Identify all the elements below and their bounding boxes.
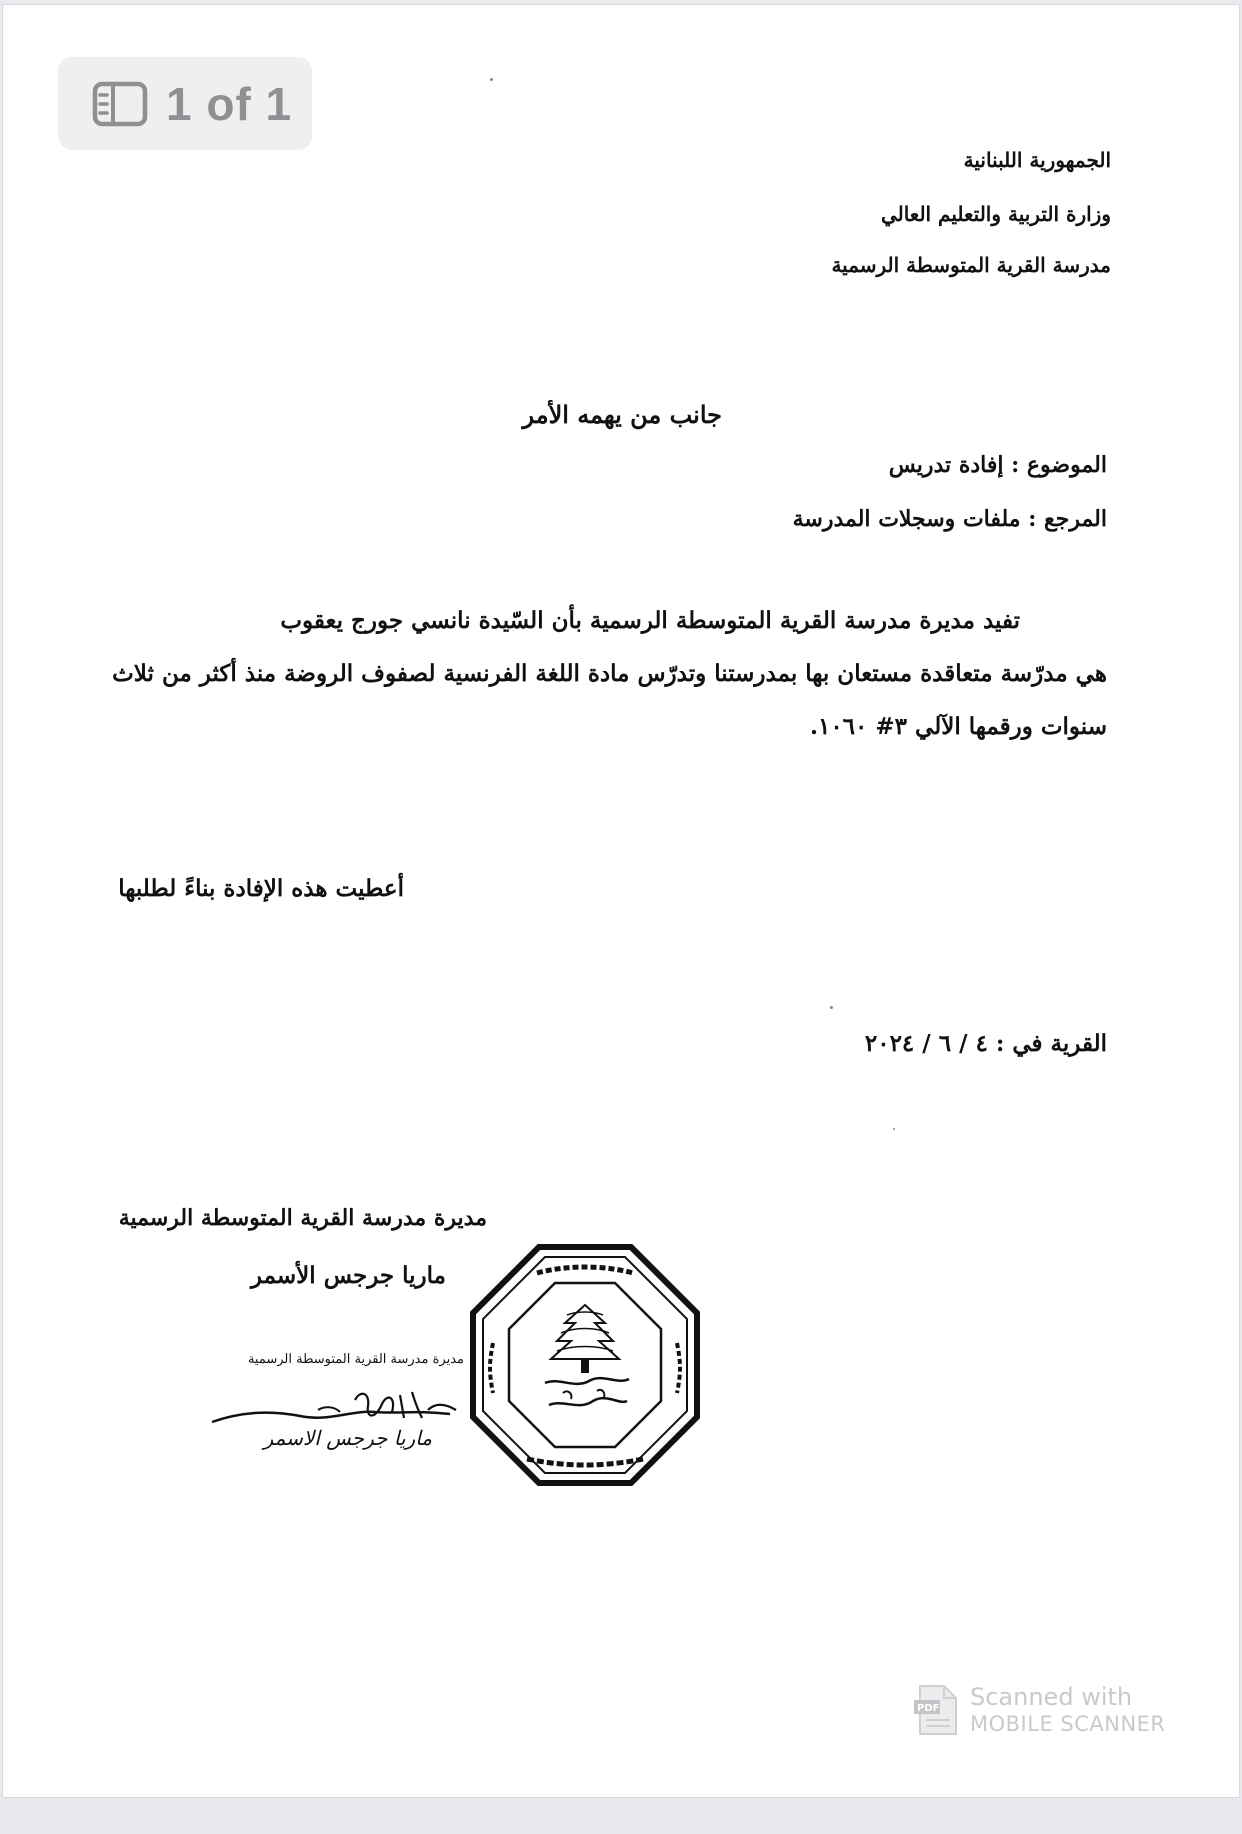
signature-stamp-title: مديرة مدرسة القرية المتوسطة الرسمية bbox=[247, 1352, 464, 1367]
watermark-line-2: MOBILE SCANNER bbox=[970, 1711, 1166, 1736]
body-line-2: هي مدرّسة متعاقدة مستعان بها بمدرستنا وتدرّس مادة اللغة الفرنسية لصفوف الروضة منذ أكثر من ثلاث bbox=[112, 660, 1107, 687]
watermark-line-1: Scanned with bbox=[970, 1683, 1133, 1711]
body-line-1: تفيد مديرة مدرسة القرية المتوسطة الرسمية بأن السّيدة نانسي جورج يعقوب bbox=[280, 607, 1020, 634]
subject-line: الموضوع : إفادة تدريس bbox=[888, 452, 1107, 478]
official-seal bbox=[467, 1243, 703, 1487]
scanner-watermark bbox=[912, 1678, 1182, 1742]
reference-line: المرجع : ملفات وسجلات المدرسة bbox=[792, 506, 1107, 532]
page-count-label: 1 of 1 bbox=[166, 77, 293, 130]
signature-stamp-name: ماريا جرجس الاسمر bbox=[263, 1426, 432, 1450]
letterhead-ministry: وزارة التربية والتعليم العالي bbox=[880, 202, 1111, 226]
cedar-tree-icon bbox=[551, 1305, 619, 1373]
date-line: القرية في : ٤ / ٦ / ٢٠٢٤ bbox=[864, 1030, 1107, 1057]
pdf-file-icon bbox=[912, 1682, 960, 1738]
closing-statement: أعطيت هذه الإفادة بناءً لطلبها bbox=[118, 875, 404, 902]
recipient-heading: جانب من يهمه الأمر bbox=[522, 400, 722, 429]
svg-text:PDF: PDF bbox=[917, 1703, 940, 1714]
page-indicator[interactable] bbox=[58, 57, 312, 150]
signatory-name: ماريا جرجس الأسمر bbox=[250, 1262, 446, 1289]
sidebar-panel-icon bbox=[92, 81, 148, 127]
body-line-3: سنوات ورقمها الآلي ٣# ١٠٦٠. bbox=[809, 713, 1107, 740]
letterhead-school: مدرسة القرية المتوسطة الرسمية bbox=[831, 253, 1111, 277]
handwritten-signature bbox=[200, 1340, 470, 1460]
signatory-title: مديرة مدرسة القرية المتوسطة الرسمية bbox=[118, 1205, 487, 1231]
letterhead-republic: الجمهورية اللبنانية bbox=[963, 148, 1111, 172]
